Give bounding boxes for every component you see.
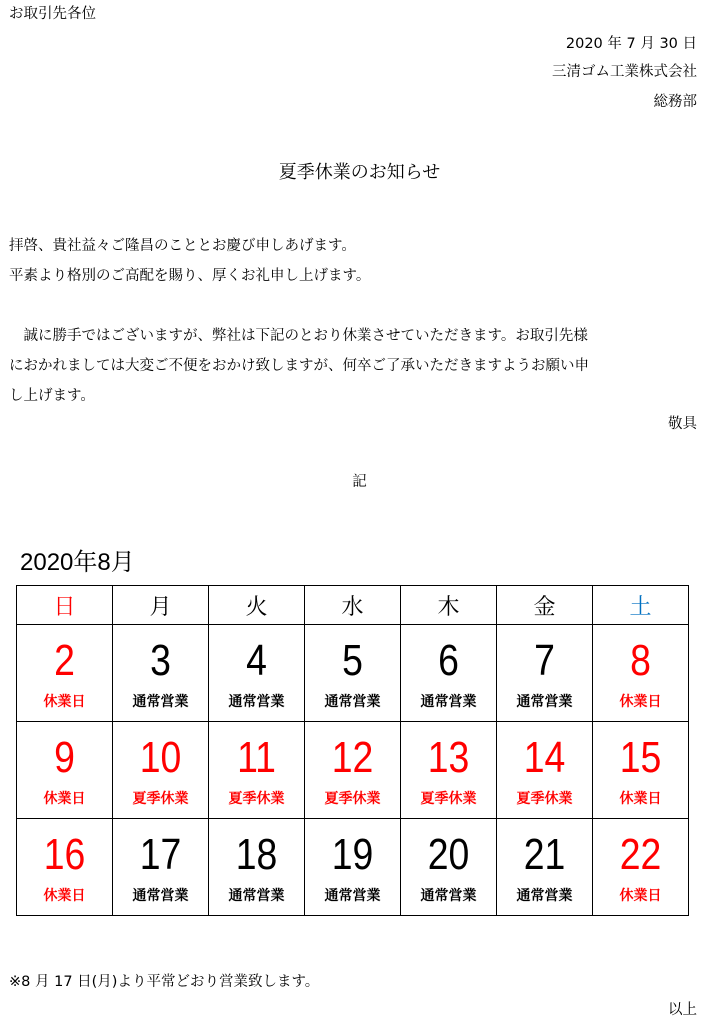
day-status: 休業日 [619, 694, 662, 710]
day-status: 夏季休業 [228, 791, 285, 807]
day-number: 16 [43, 830, 86, 879]
weekday-wed: 水 [305, 586, 401, 625]
weekday-thu: 木 [401, 586, 497, 625]
day-number: 5 [342, 636, 363, 685]
greeting-line-1: 拝啓、貴社益々ご隆昌のこととお慶び申しあげます。 [9, 238, 356, 254]
calendar-week-row [17, 819, 689, 916]
calendar-day-cell [497, 722, 593, 819]
body-line-3: し上げます。 [9, 388, 95, 404]
day-number: 6 [438, 636, 459, 685]
day-number: 13 [427, 733, 470, 782]
day-status: 休業日 [619, 791, 662, 807]
calendar-day-cell [209, 819, 305, 916]
closing-keigu: 敬具 [668, 416, 697, 432]
day-number: 2 [54, 636, 75, 685]
greeting-line-2: 平素より格別のご高配を賜り、厚くお礼申し上げます。 [9, 268, 371, 284]
calendar-day-cell [17, 819, 113, 916]
day-status: 通常営業 [132, 888, 189, 904]
calendar-table [16, 585, 689, 916]
day-status: 休業日 [43, 791, 86, 807]
calendar-title: 2020年8月 [20, 549, 135, 576]
calendar-day-cell [209, 722, 305, 819]
calendar-day-cell [113, 722, 209, 819]
day-number: 4 [246, 636, 267, 685]
day-number: 3 [150, 636, 171, 685]
resume-note: ※8 月 17 日(月)より平常どおり営業致します。 [9, 974, 320, 990]
department-name: 総務部 [653, 94, 697, 110]
weekday-tue: 火 [209, 586, 305, 625]
day-status: 通常営業 [228, 888, 285, 904]
body-line-1: 誠に勝手ではございますが、弊社は下記のとおり休業させていただきます。お取引先様 [9, 328, 588, 344]
calendar-day-cell [401, 819, 497, 916]
day-number: 7 [534, 636, 555, 685]
day-number: 19 [331, 830, 374, 879]
day-status: 通常営業 [516, 888, 573, 904]
day-status: 通常営業 [420, 694, 477, 710]
day-number: 20 [427, 830, 470, 879]
day-status: 夏季休業 [420, 791, 477, 807]
calendar-day-cell [497, 819, 593, 916]
calendar-day-cell [17, 625, 113, 722]
body-line-2: におかれましては大変ご不便をおかけ致しますが、何卒ご了承いただきますようお願い申 [9, 358, 589, 374]
calendar-day-cell [497, 625, 593, 722]
calendar-week-row [17, 722, 689, 819]
notice-title: 夏季休業のお知らせ [278, 162, 441, 183]
weekday-mon: 月 [113, 586, 209, 625]
calendar-day-cell [305, 625, 401, 722]
day-number: 8 [630, 636, 651, 685]
day-number: 17 [139, 830, 182, 879]
calendar-day-cell [593, 819, 689, 916]
day-status: 通常営業 [516, 694, 573, 710]
calendar-day-cell [401, 625, 497, 722]
weekday-header-row [17, 586, 689, 625]
weekday-fri: 金 [497, 586, 593, 625]
letter-date: 2020 年 7 月 30 日 [565, 36, 697, 52]
day-status: 通常営業 [324, 694, 381, 710]
calendar-day-cell [305, 722, 401, 819]
day-number: 9 [54, 733, 75, 782]
calendar-day-cell [209, 625, 305, 722]
ijo-end-marker: 以上 [668, 1002, 697, 1018]
weekday-sun: 日 [17, 586, 113, 625]
weekday-sat: 土 [593, 586, 689, 625]
day-number: 12 [331, 733, 374, 782]
calendar-day-cell [593, 625, 689, 722]
day-status: 通常営業 [228, 694, 285, 710]
calendar-day-cell [305, 819, 401, 916]
day-number: 18 [235, 830, 278, 879]
day-number: 11 [237, 733, 276, 782]
day-status: 通常営業 [420, 888, 477, 904]
day-status: 夏季休業 [324, 791, 381, 807]
day-status: 夏季休業 [516, 791, 573, 807]
calendar-day-cell [113, 625, 209, 722]
calendar-day-cell [401, 722, 497, 819]
calendar-day-cell [593, 722, 689, 819]
day-status: 通常営業 [324, 888, 381, 904]
day-number: 10 [139, 733, 182, 782]
day-number: 14 [523, 733, 566, 782]
day-status: 休業日 [619, 888, 662, 904]
day-number: 22 [619, 830, 662, 879]
day-status: 通常営業 [132, 694, 189, 710]
calendar-day-cell [17, 722, 113, 819]
day-number: 15 [619, 733, 662, 782]
day-number: 21 [523, 830, 566, 879]
day-status: 休業日 [43, 888, 86, 904]
recipient-line: お取引先各位 [9, 6, 96, 22]
ki-marker: 記 [352, 474, 367, 490]
day-status: 休業日 [43, 694, 86, 710]
calendar-day-cell [113, 819, 209, 916]
company-name: 三清ゴム工業株式会社 [552, 64, 697, 80]
day-status: 夏季休業 [132, 791, 189, 807]
calendar-week-row [17, 625, 689, 722]
